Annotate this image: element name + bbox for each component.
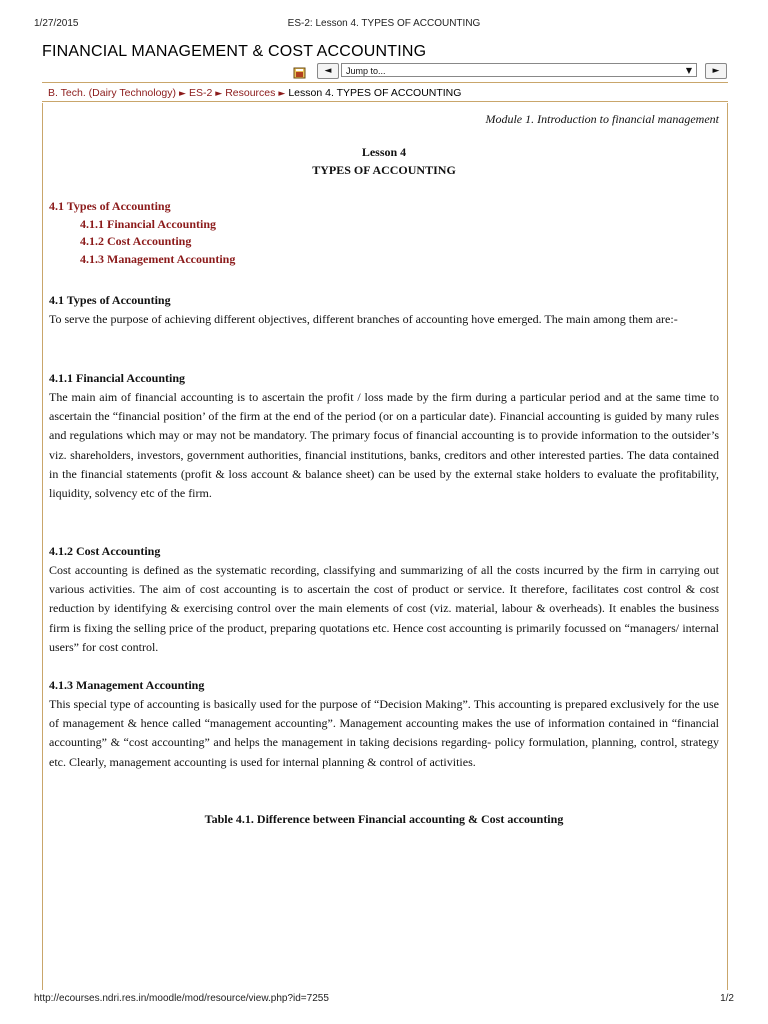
print-page-number: 1/2 (720, 993, 734, 1004)
breadcrumb-course[interactable]: B. Tech. (Dairy Technology) (48, 87, 177, 99)
previous-activity-button[interactable]: ◄ (317, 63, 339, 79)
section-cost-accounting (49, 542, 719, 657)
table-caption: Table 4.1. Difference between Financial accounting & Cost accounting (204, 812, 564, 826)
resource-icon (293, 66, 307, 78)
section-heading: 4.1 Types of Accounting (49, 293, 171, 307)
site-title[interactable]: FINANCIAL MANAGEMENT & COST ACCOUNTING (42, 43, 427, 60)
module-label: Module 1. Introduction to financial management (485, 112, 719, 126)
section-paragraph: This special type of accounting is basically used for the purpose of “Decision Making”. This accounting is prepared exclusively for the use of management & hence called “management accounting”. Management accounting makes the use of information contained in “financial accounting” & “cost accounting” and helps the management in taking decisions regarding- policy formulation, planning, control, strategy etc. Clearly, management accounting is used for internal planning & control of activities. (49, 697, 719, 769)
section-paragraph: The main aim of financial accounting is to ascertain the profit / loss made by the firm during a particular period and at the same time to ascertain the “financial position’ of the firm at the end of the period (or on a particular date). Financial accounting is guided by many rules and regulations which may or may not be mandatory. The primary focus of financial accounting is to provide information to the outsider’s viz. shareholders, investors, government authorities, financial institutions, banks, creditors and other interested parties. The data contained in the financial statements (profit & loss account & balance sheet) can be used by the external stake holders to evaluate the profitability, liquidity, solvency etc of the firm. (49, 390, 719, 501)
section-management-accounting (49, 676, 719, 772)
breadcrumb-resources[interactable]: Resources (225, 87, 276, 99)
section-heading: 4.1.1 Financial Accounting (49, 371, 186, 385)
breadcrumb-current: Lesson 4. TYPES OF ACCOUNTING (288, 87, 462, 99)
breadcrumb (42, 82, 728, 102)
breadcrumb-es2[interactable]: ES-2 (188, 87, 213, 99)
print-footer (34, 993, 734, 1007)
section-paragraph: To serve the purpose of achieving different objectives, different branches of accounting hove emerged. The main among them are:- (49, 312, 678, 326)
jump-to-select[interactable] (341, 63, 697, 77)
print-header (34, 18, 734, 32)
lesson-heading (49, 143, 719, 179)
toc-link-cost-accounting[interactable]: 4.1.2 Cost Accounting (80, 234, 192, 248)
lesson-number: Lesson 4 (361, 145, 407, 159)
table-of-contents (49, 198, 235, 268)
resource-content-frame (42, 103, 728, 990)
section-heading: 4.1.2 Cost Accounting (49, 544, 161, 558)
jump-to-value: Jump to... (346, 66, 386, 76)
toc-link-financial-accounting[interactable]: 4.1.1 Financial Accounting (80, 216, 217, 231)
activity-navbar (293, 62, 729, 80)
breadcrumb-separator-icon: ► (278, 89, 286, 99)
toc-link-types-of-accounting[interactable]: 4.1 Types of Accounting (49, 199, 171, 213)
section-paragraph: Cost accounting is defined as the systematic recording, classifying and summarizing of all the costs incurred by the firm in carrying out various activities. The aim of cost accounting is to ascertain the cost of product or service. It therefore, facilitates cost control & cost reduction by identifying & exercising control over the main elements of cost (viz. material, labour & overheads). It enables the business firm is fixing the selling price of the product, preparing quotations etc. Hence cost accounting is primarily focussed on “managers/ internal users” for cost control. (49, 563, 719, 654)
next-activity-button[interactable]: ► (705, 63, 727, 79)
breadcrumb-separator-icon: ► (215, 89, 223, 99)
print-date: 1/27/2015 (34, 18, 79, 29)
breadcrumb-separator-icon: ► (179, 89, 186, 99)
chevron-down-icon: ▼ (685, 66, 692, 75)
section-heading: 4.1.3 Management Accounting (49, 678, 205, 692)
print-url: http://ecourses.ndri.res.in/moodle/mod/resource/view.php?id=7255 (34, 993, 329, 1004)
section-types-of-accounting (49, 291, 719, 329)
section-financial-accounting (49, 369, 719, 503)
toc-link-management-accounting[interactable]: 4.1.3 Management Accounting (80, 251, 236, 266)
lesson-title: TYPES OF ACCOUNTING (312, 163, 456, 177)
print-doc-title: ES-2: Lesson 4. TYPES OF ACCOUNTING (287, 18, 481, 29)
